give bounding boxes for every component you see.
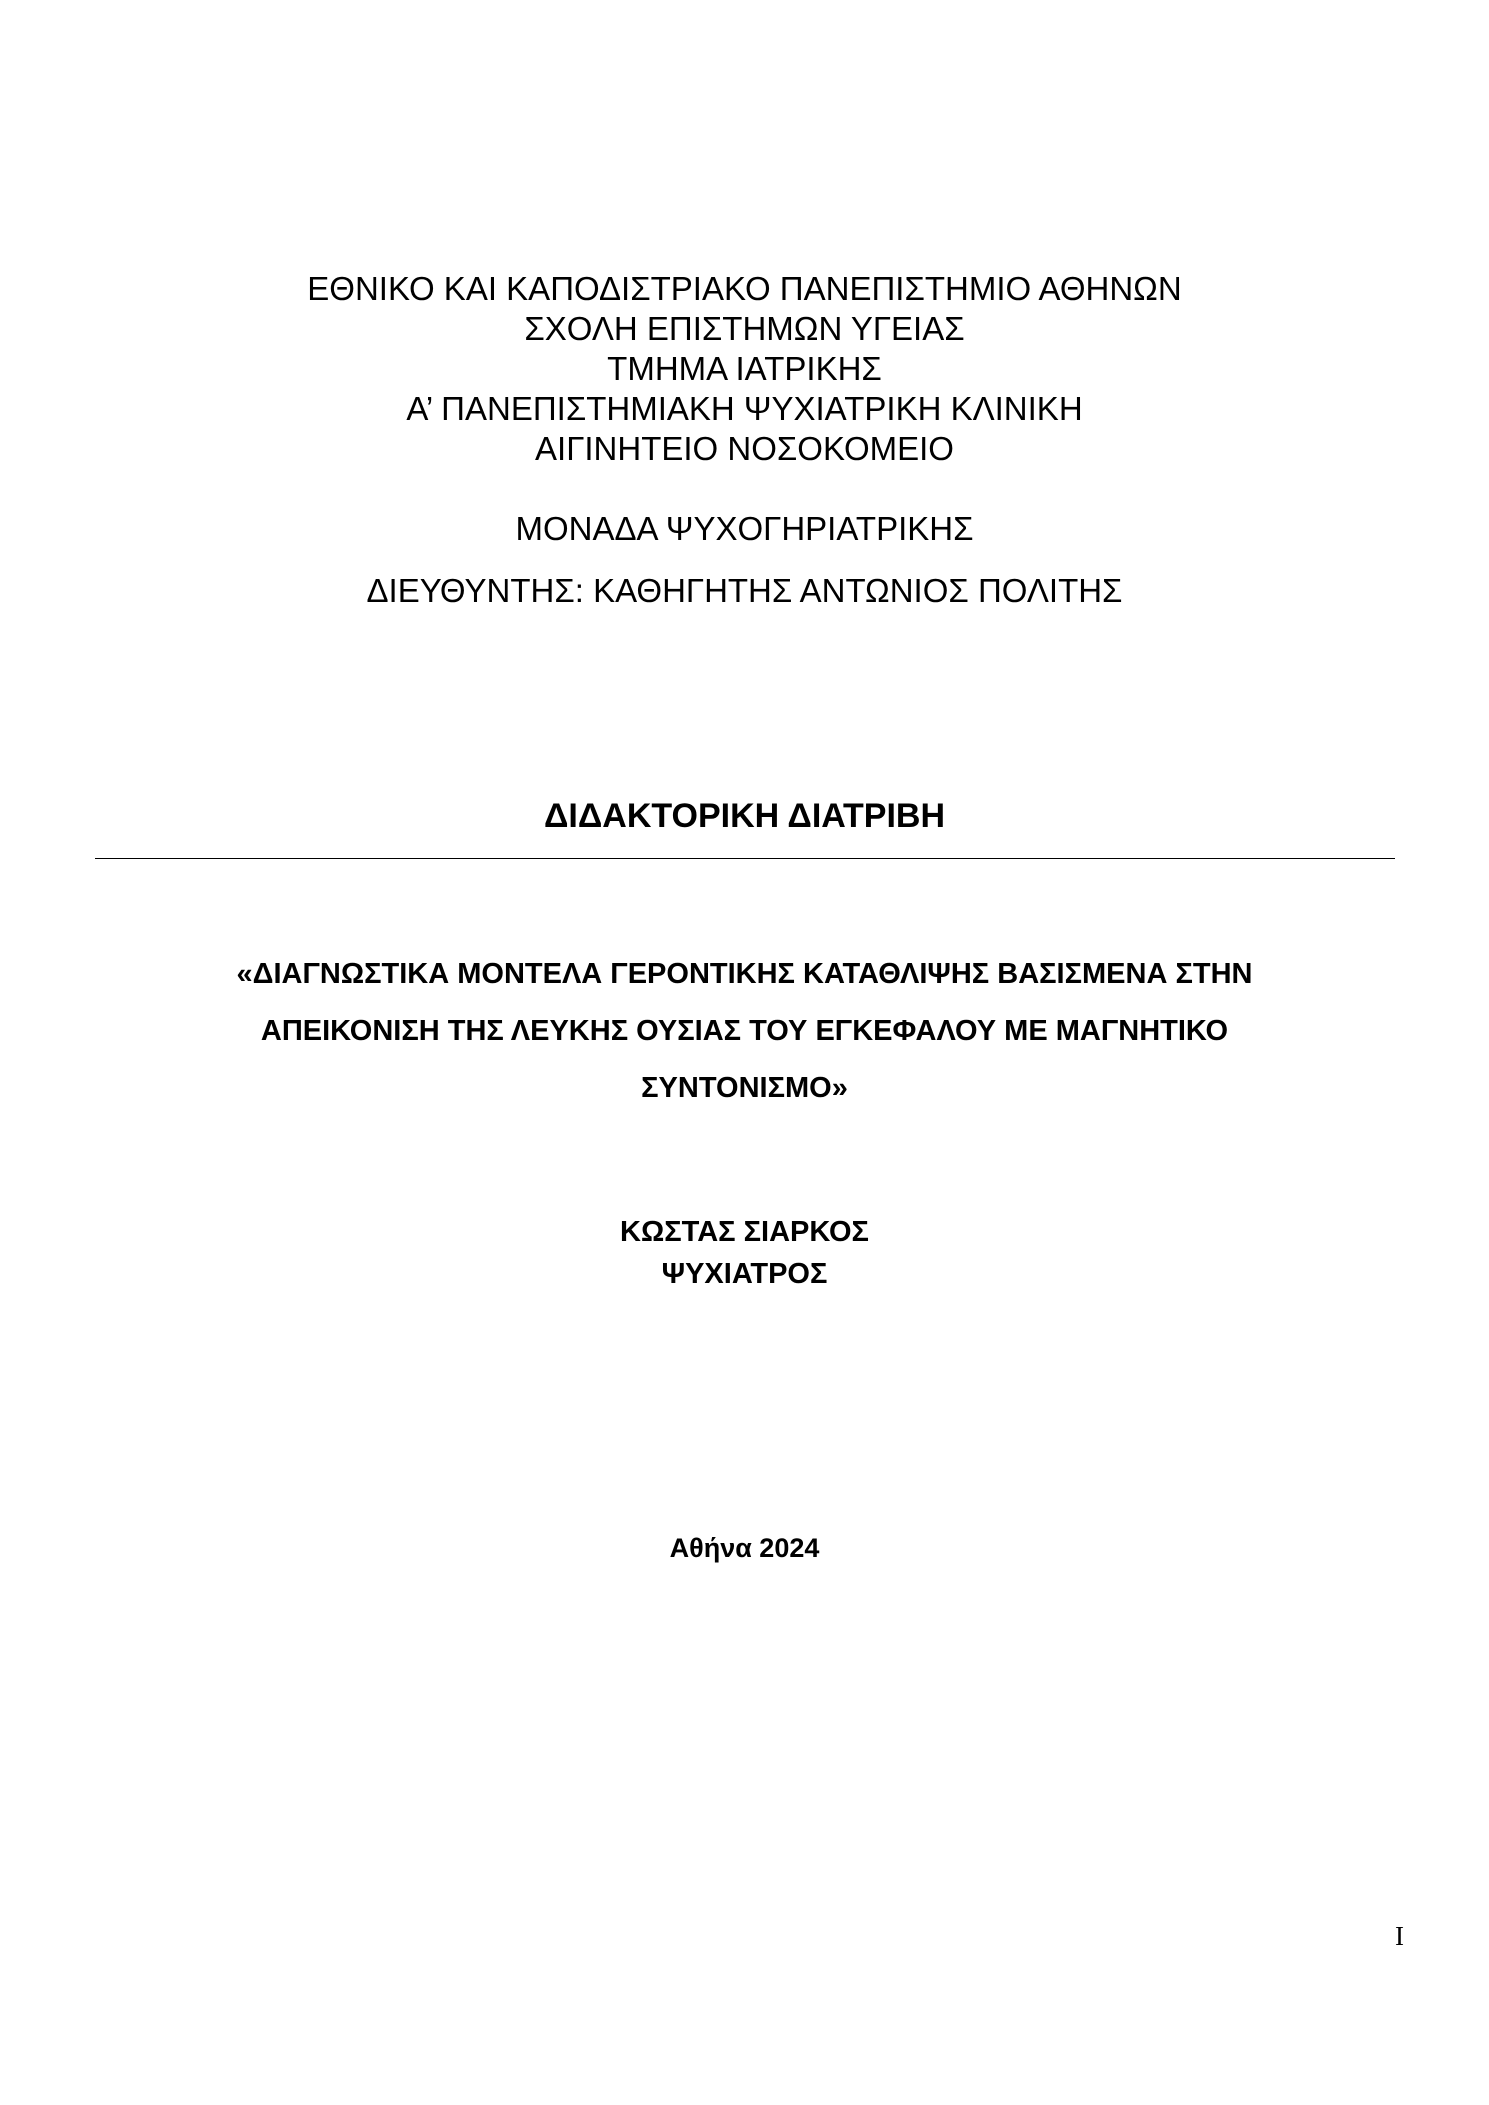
- place-year: Αθήνα 2024: [669, 1533, 820, 1563]
- unit-name: ΜΟΝΑΔΑ ΨΥΧΟΓΗΡΙΑΤΡΙΚΗΣ: [515, 510, 974, 547]
- department-name: ΤΜΗΜΑ ΙΑΤΡΙΚΗΣ: [607, 350, 882, 387]
- thesis-title-line-3: ΣΥΝΤΟΝΙΣΜΟ»: [641, 1072, 848, 1104]
- author-name: ΚΩΣΤΑΣ ΣΙΑΡΚΟΣ: [620, 1216, 869, 1248]
- hospital-name: ΑΙΓΙΝΗΤΕΙΟ ΝΟΣΟΚΟΜΕΙΟ: [535, 430, 954, 467]
- director-line: ΔΙΕΥΘΥΝΤΗΣ: ΚΑΘΗΓΗΤΗΣ ΑΝΤΩΝΙΟΣ ΠΟΛΙΤΗΣ: [366, 572, 1123, 609]
- school-name: ΣΧΟΛΗ ΕΠΙΣΤΗΜΩΝ ΥΓΕΙΑΣ: [524, 310, 965, 347]
- university-name: ΕΘΝΙΚΟ ΚΑΙ ΚΑΠΟΔΙΣΤΡΙΑΚΟ ΠΑΝΕΠΙΣΤΗΜΙΟ ΑΘΗΝΩΝ: [307, 270, 1182, 307]
- clinic-name: Α’ ΠΑΝΕΠΙΣΤΗΜΙΑΚΗ ΨΥΧΙΑΤΡΙΚΗ ΚΛΙΝΙΚΗ: [406, 390, 1083, 427]
- horizontal-rule: [95, 858, 1395, 859]
- document-type: ΔΙΔΑΚΤΟΡΙΚΗ ΔΙΑΤΡΙΒΗ: [543, 797, 946, 835]
- author-profession: ΨΥΧΙΑΤΡΟΣ: [661, 1258, 828, 1290]
- thesis-title-line-2: ΑΠΕΙΚΟΝΙΣΗ ΤΗΣ ΛΕΥΚΗΣ ΟΥΣΙΑΣ ΤΟΥ ΕΓΚΕΦΑΛΟΥ ΜΕ ΜΑΓΝΗΤΙΚΟ: [260, 1015, 1229, 1047]
- page-number: I: [1395, 1921, 1404, 1951]
- thesis-title-line-1: «ΔΙΑΓΝΩΣΤΙΚΑ ΜΟΝΤΕΛΑ ΓΕΡΟΝΤΙΚΗΣ ΚΑΤΑΘΛΙΨΗΣ ΒΑΣΙΣΜΕΝΑ ΣΤΗΝ: [236, 958, 1253, 990]
